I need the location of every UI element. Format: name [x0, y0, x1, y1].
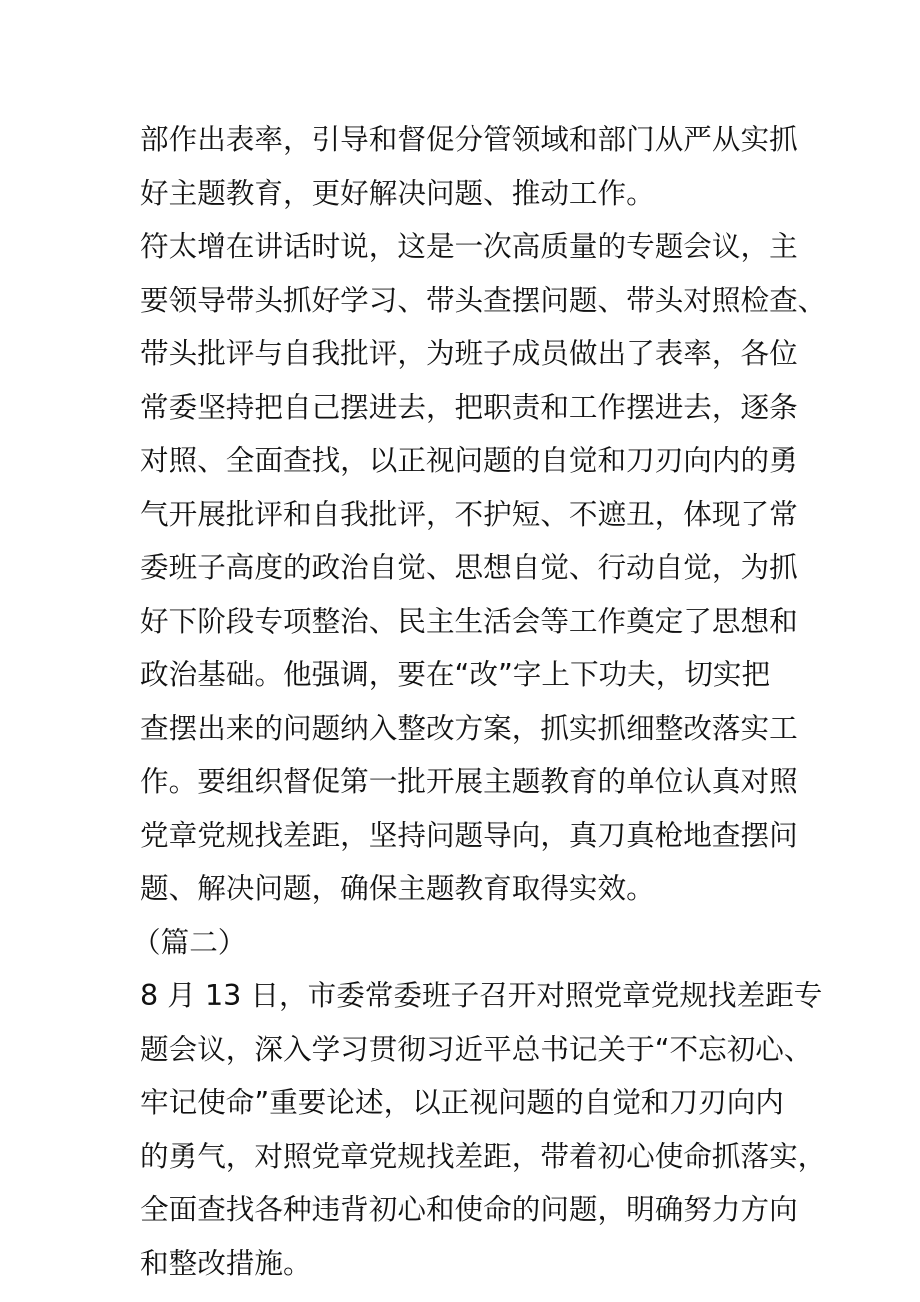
- text-line: 对照、全面查找，以正视问题的自觉和刀刃向内的勇: [140, 443, 798, 477]
- document-page: [132, 113, 827, 1290]
- text-line: 政治基础。他强调，要在“改”字上下功夫，切实把: [140, 657, 771, 691]
- text-line: 查摆出来的问题纳入整改方案，抓实抓细整改落实工: [140, 710, 798, 745]
- text-line: 部作出表率，引导和督促分管领域和部门从严从实抓: [140, 122, 798, 156]
- text-line: 好主题教育，更好解决问题、推动工作。: [140, 175, 655, 210]
- text-line: 8 月 13 日，市委常委班子召开对照党章党规找差距专: [140, 978, 823, 1012]
- text-line: 的勇气，对照党章党规找差距，带着初心使命抓落实，: [140, 1138, 827, 1173]
- text-line: 气开展批评和自我批评，不护短、不遮丑，体现了常: [140, 496, 798, 531]
- text-line: 和整改措施。: [140, 1245, 312, 1280]
- text-line: 党章党规找差距，坚持问题导向，真刀真枪地查摆问: [140, 817, 798, 852]
- text-line: 好下阶段专项整治、民主生活会等工作奠定了思想和: [140, 603, 798, 638]
- text-line: 委班子高度的政治自觉、思想自觉、行动自觉，为抓: [140, 550, 798, 584]
- paragraph-3: [140, 969, 827, 1290]
- text-line: 牢记使命”重要论述，以正视问题的自觉和刀刃向内: [140, 1085, 784, 1119]
- text-line: 带头批评与自我批评，为班子成员做出了表率，各位: [140, 336, 798, 370]
- text-line: 符太增在讲话时说，这是一次高质量的专题会议，主: [140, 229, 798, 263]
- text-line: 题会议，深入学习贯彻习近平总书记关于“不忘初心、: [140, 1031, 813, 1066]
- text-line: 作。要组织督促第一批开展主题教育的单位认真对照: [140, 764, 798, 798]
- section-heading: （篇二）: [132, 924, 247, 959]
- text-line: 要领导带头抓好学习、带头查摆问题、带头对照检查、: [140, 282, 827, 317]
- paragraph-2: [140, 220, 827, 916]
- text-line: 全面查找各种违背初心和使命的问题，明确努力方向: [140, 1192, 798, 1226]
- text-line: 常委坚持把自己摆进去，把职责和工作摆进去，逐条: [140, 389, 798, 424]
- text-line: 题、解决问题，确保主题教育取得实效。: [140, 871, 655, 905]
- paragraph-1: [140, 113, 798, 220]
